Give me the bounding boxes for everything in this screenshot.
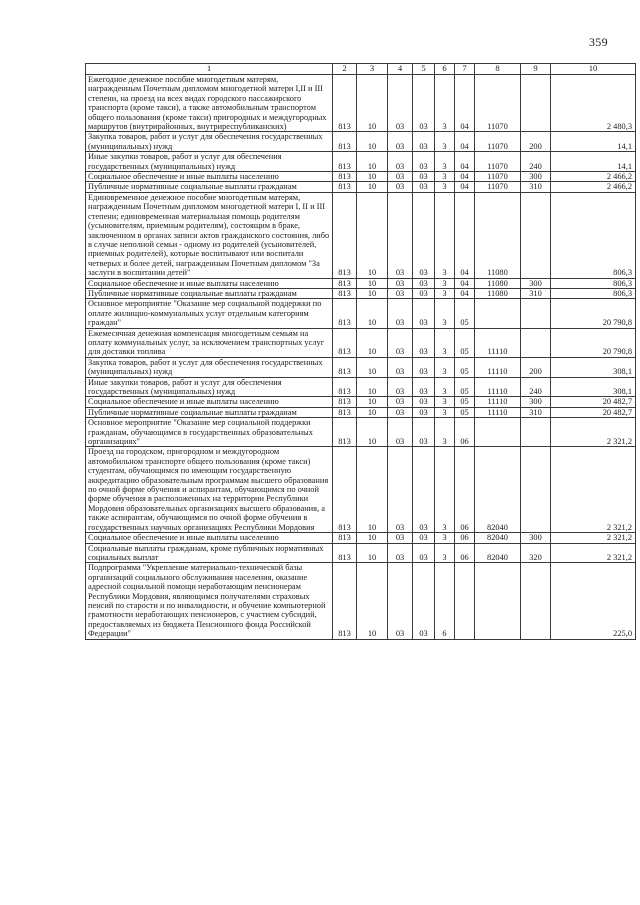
code-col-5-cell: 03 xyxy=(413,299,435,328)
row-name-cell: Социальное обеспечение и иные выплаты населению xyxy=(86,533,333,543)
code-col-6-cell: 3 xyxy=(435,407,455,417)
code-col-4-cell: 03 xyxy=(388,152,413,172)
code-col-6-cell: 3 xyxy=(435,182,455,192)
table-row xyxy=(86,543,636,563)
code-col-9-cell xyxy=(521,192,551,278)
code-col-5-cell: 03 xyxy=(413,278,435,288)
code-col-8-cell: 82040 xyxy=(475,543,521,563)
table-row xyxy=(86,182,636,192)
code-col-7-cell: 05 xyxy=(455,328,475,357)
code-col-6-cell: 3 xyxy=(435,192,455,278)
code-col-9-cell: 300 xyxy=(521,533,551,543)
code-col-2-cell: 813 xyxy=(333,192,357,278)
code-col-4-cell: 03 xyxy=(388,299,413,328)
row-name-cell: Ежегодное денежное пособие многодетным матерям, награжденным Почетным дипломом многодетной матери I,II и III степени, на проезд на всех видах городского пассажирского транспорта (кроме такси), а также автомобильным транспортом общего пользования (кроме такси) пригородных и междугородных маршрутов (внутрирайонных, внутриреспубликанских) xyxy=(86,75,333,132)
amount-cell: 806,3 xyxy=(551,192,636,278)
amount-cell: 806,3 xyxy=(551,288,636,298)
code-col-3-cell: 10 xyxy=(357,132,388,152)
code-col-3-cell: 10 xyxy=(357,75,388,132)
code-col-2-cell: 813 xyxy=(333,75,357,132)
code-col-4-cell: 03 xyxy=(388,533,413,543)
code-col-6-cell: 3 xyxy=(435,357,455,377)
code-col-9-cell xyxy=(521,418,551,447)
code-col-2-cell: 813 xyxy=(333,288,357,298)
table-row xyxy=(86,192,636,278)
header-col-8: 8 xyxy=(475,64,521,75)
code-col-4-cell: 03 xyxy=(388,182,413,192)
code-col-4-cell: 03 xyxy=(388,328,413,357)
code-col-5-cell: 03 xyxy=(413,328,435,357)
code-col-3-cell: 10 xyxy=(357,533,388,543)
code-col-2-cell: 813 xyxy=(333,132,357,152)
code-col-2-cell: 813 xyxy=(333,152,357,172)
code-col-8-cell: 11080 xyxy=(475,278,521,288)
code-col-3-cell: 10 xyxy=(357,418,388,447)
code-col-5-cell: 03 xyxy=(413,288,435,298)
table-row xyxy=(86,418,636,447)
code-col-6-cell: 3 xyxy=(435,172,455,182)
header-col-4: 4 xyxy=(388,64,413,75)
row-name-cell: Единовременное денежное пособие многодетным матерям, награжденным Почетным дипломом многодетной матери I, II и III степени; единовременная материальная помощь родителям (усыновителям, приемным родителям), состоящим в браке, заключенном в органах записи актов гражданского состояния, либо в случае неполной семьи - одному из родителей (усыновителей, приемных родителей), которые воспитывают или воспитали четверых и более детей, награжденным Почетным дипломом "За заслуги в воспитании детей" xyxy=(86,192,333,278)
budget-table xyxy=(85,63,636,640)
code-col-6-cell: 3 xyxy=(435,278,455,288)
code-col-8-cell: 11070 xyxy=(475,75,521,132)
code-col-8-cell: 11110 xyxy=(475,397,521,407)
table-row xyxy=(86,533,636,543)
code-col-9-cell: 300 xyxy=(521,278,551,288)
code-col-3-cell: 10 xyxy=(357,397,388,407)
code-col-5-cell: 03 xyxy=(413,132,435,152)
code-col-8-cell: 11070 xyxy=(475,132,521,152)
amount-cell: 14,1 xyxy=(551,132,636,152)
code-col-7-cell: 05 xyxy=(455,377,475,397)
code-col-8-cell: 11110 xyxy=(475,407,521,417)
code-col-4-cell: 03 xyxy=(388,447,413,533)
table-row xyxy=(86,172,636,182)
code-col-2-cell: 813 xyxy=(333,328,357,357)
code-col-4-cell: 03 xyxy=(388,172,413,182)
row-name-cell: Основное мероприятие "Оказание мер социальной поддержки по оплате жилищно-коммунальных услуг отдельным категориям граждан" xyxy=(86,299,333,328)
amount-cell: 2 321,2 xyxy=(551,533,636,543)
code-col-8-cell: 11110 xyxy=(475,357,521,377)
code-col-7-cell: 05 xyxy=(455,357,475,377)
code-col-8-cell: 11070 xyxy=(475,172,521,182)
code-col-4-cell: 03 xyxy=(388,357,413,377)
code-col-3-cell: 10 xyxy=(357,172,388,182)
row-name-cell: Закупка товаров, работ и услуг для обеспечения государственных (муниципальных) нужд xyxy=(86,357,333,377)
code-col-8-cell: 82040 xyxy=(475,447,521,533)
code-col-2-cell: 813 xyxy=(333,397,357,407)
code-col-4-cell: 03 xyxy=(388,397,413,407)
code-col-8-cell: 11080 xyxy=(475,288,521,298)
amount-cell: 2 321,2 xyxy=(551,543,636,563)
code-col-7-cell: 05 xyxy=(455,299,475,328)
code-col-2-cell: 813 xyxy=(333,418,357,447)
amount-cell: 20 482,7 xyxy=(551,407,636,417)
table-row xyxy=(86,288,636,298)
code-col-6-cell: 3 xyxy=(435,132,455,152)
code-col-3-cell: 10 xyxy=(357,152,388,172)
code-col-2-cell: 813 xyxy=(333,563,357,639)
code-col-5-cell: 03 xyxy=(413,357,435,377)
table-row xyxy=(86,328,636,357)
amount-cell: 806,3 xyxy=(551,278,636,288)
code-col-7-cell: 04 xyxy=(455,132,475,152)
code-col-8-cell: 11080 xyxy=(475,192,521,278)
code-col-7-cell: 04 xyxy=(455,192,475,278)
code-col-3-cell: 10 xyxy=(357,407,388,417)
amount-cell: 308,1 xyxy=(551,357,636,377)
code-col-4-cell: 03 xyxy=(388,407,413,417)
header-col-1: 1 xyxy=(86,64,333,75)
amount-cell: 20 482,7 xyxy=(551,397,636,407)
amount-cell: 308,1 xyxy=(551,377,636,397)
code-col-9-cell: 300 xyxy=(521,397,551,407)
code-col-3-cell: 10 xyxy=(357,543,388,563)
amount-cell: 20 790,8 xyxy=(551,299,636,328)
row-name-cell: Публичные нормативные социальные выплаты гражданам xyxy=(86,288,333,298)
code-col-3-cell: 10 xyxy=(357,182,388,192)
table-row xyxy=(86,407,636,417)
code-col-7-cell: 06 xyxy=(455,447,475,533)
code-col-9-cell: 300 xyxy=(521,172,551,182)
code-col-4-cell: 03 xyxy=(388,563,413,639)
code-col-3-cell: 10 xyxy=(357,278,388,288)
code-col-9-cell: 310 xyxy=(521,182,551,192)
row-name-cell: Публичные нормативные социальные выплаты гражданам xyxy=(86,182,333,192)
table-row xyxy=(86,563,636,639)
code-col-4-cell: 03 xyxy=(388,377,413,397)
page-number: 359 xyxy=(589,35,608,49)
code-col-4-cell: 03 xyxy=(388,543,413,563)
code-col-9-cell xyxy=(521,563,551,639)
code-col-6-cell: 3 xyxy=(435,397,455,407)
code-col-6-cell: 3 xyxy=(435,328,455,357)
code-col-6-cell: 6 xyxy=(435,563,455,639)
code-col-9-cell xyxy=(521,299,551,328)
code-col-5-cell: 03 xyxy=(413,418,435,447)
code-col-7-cell xyxy=(455,563,475,639)
code-col-7-cell: 04 xyxy=(455,152,475,172)
code-col-2-cell: 813 xyxy=(333,299,357,328)
code-col-5-cell: 03 xyxy=(413,397,435,407)
code-col-9-cell: 200 xyxy=(521,132,551,152)
code-col-3-cell: 10 xyxy=(357,288,388,298)
header-col-10: 10 xyxy=(551,64,636,75)
code-col-3-cell: 10 xyxy=(357,357,388,377)
amount-cell: 2 480,3 xyxy=(551,75,636,132)
code-col-2-cell: 813 xyxy=(333,357,357,377)
code-col-3-cell: 10 xyxy=(357,328,388,357)
code-col-5-cell: 03 xyxy=(413,447,435,533)
code-col-4-cell: 03 xyxy=(388,278,413,288)
table-row xyxy=(86,397,636,407)
header-col-7: 7 xyxy=(455,64,475,75)
code-col-3-cell: 10 xyxy=(357,563,388,639)
amount-cell: 20 790,8 xyxy=(551,328,636,357)
code-col-5-cell: 03 xyxy=(413,152,435,172)
code-col-9-cell: 320 xyxy=(521,543,551,563)
code-col-2-cell: 813 xyxy=(333,182,357,192)
table-row xyxy=(86,132,636,152)
code-col-8-cell xyxy=(475,563,521,639)
code-col-7-cell: 04 xyxy=(455,172,475,182)
row-name-cell: Иные закупки товаров, работ и услуг для обеспечения государственных (муниципальных) нужд xyxy=(86,377,333,397)
code-col-4-cell: 03 xyxy=(388,75,413,132)
code-col-3-cell: 10 xyxy=(357,447,388,533)
code-col-9-cell xyxy=(521,328,551,357)
row-name-cell: Закупка товаров, работ и услуг для обеспечения государственных (муниципальных) нужд xyxy=(86,132,333,152)
table-row xyxy=(86,447,636,533)
code-col-7-cell: 05 xyxy=(455,397,475,407)
code-col-4-cell: 03 xyxy=(388,192,413,278)
code-col-3-cell: 10 xyxy=(357,299,388,328)
row-name-cell: Социальное обеспечение и иные выплаты населению xyxy=(86,397,333,407)
code-col-6-cell: 3 xyxy=(435,543,455,563)
code-col-6-cell: 3 xyxy=(435,533,455,543)
code-col-6-cell: 3 xyxy=(435,377,455,397)
table-row xyxy=(86,75,636,132)
code-col-8-cell xyxy=(475,418,521,447)
code-col-6-cell: 3 xyxy=(435,418,455,447)
code-col-3-cell: 10 xyxy=(357,377,388,397)
row-name-cell: Социальные выплаты гражданам, кроме публичных нормативных социальных выплат xyxy=(86,543,333,563)
code-col-2-cell: 813 xyxy=(333,377,357,397)
table-row xyxy=(86,377,636,397)
table-row xyxy=(86,299,636,328)
code-col-6-cell: 3 xyxy=(435,447,455,533)
row-name-cell: Основное мероприятие "Оказание мер социальной поддержки гражданам, обучающимся в государственных образовательных организациях" xyxy=(86,418,333,447)
code-col-5-cell: 03 xyxy=(413,182,435,192)
header-col-5: 5 xyxy=(413,64,435,75)
code-col-7-cell: 04 xyxy=(455,182,475,192)
header-col-9: 9 xyxy=(521,64,551,75)
amount-cell: 2 321,2 xyxy=(551,418,636,447)
code-col-6-cell: 3 xyxy=(435,152,455,172)
code-col-9-cell: 310 xyxy=(521,407,551,417)
code-col-6-cell: 3 xyxy=(435,75,455,132)
table-row xyxy=(86,152,636,172)
header-col-3: 3 xyxy=(357,64,388,75)
code-col-5-cell: 03 xyxy=(413,75,435,132)
code-col-7-cell: 05 xyxy=(455,407,475,417)
code-col-5-cell: 03 xyxy=(413,377,435,397)
code-col-4-cell: 03 xyxy=(388,132,413,152)
code-col-5-cell: 03 xyxy=(413,407,435,417)
code-col-8-cell: 11110 xyxy=(475,377,521,397)
code-col-7-cell: 04 xyxy=(455,288,475,298)
code-col-9-cell xyxy=(521,75,551,132)
code-col-7-cell: 06 xyxy=(455,533,475,543)
code-col-3-cell: 10 xyxy=(357,192,388,278)
code-col-2-cell: 813 xyxy=(333,543,357,563)
table-row xyxy=(86,278,636,288)
header-col-6: 6 xyxy=(435,64,455,75)
code-col-5-cell: 03 xyxy=(413,563,435,639)
row-name-cell: Подпрограмма "Укрепление материально-технической базы организаций социального обслуживания населения, оказание адресной социальной помощи неработающим пенсионерам Республики Мордовия, являющимся получателями страховых пенсий по старости и по инвалидности, и обучение компьютерной грамотности неработающих пенсионеров, с участием субсидий, предоставляемых из бюджета Пенсионного фонда Российской Федерации" xyxy=(86,563,333,639)
code-col-5-cell: 03 xyxy=(413,192,435,278)
code-col-8-cell: 82040 xyxy=(475,533,521,543)
code-col-7-cell: 04 xyxy=(455,75,475,132)
code-col-9-cell: 240 xyxy=(521,377,551,397)
amount-cell: 2 466,2 xyxy=(551,172,636,182)
code-col-2-cell: 813 xyxy=(333,278,357,288)
code-col-9-cell: 310 xyxy=(521,288,551,298)
code-col-7-cell: 06 xyxy=(455,418,475,447)
code-col-4-cell: 03 xyxy=(388,418,413,447)
row-name-cell: Социальное обеспечение и иные выплаты населению xyxy=(86,172,333,182)
code-col-5-cell: 03 xyxy=(413,172,435,182)
code-col-2-cell: 813 xyxy=(333,447,357,533)
code-col-8-cell: 11070 xyxy=(475,182,521,192)
code-col-9-cell: 240 xyxy=(521,152,551,172)
code-col-8-cell: 11070 xyxy=(475,152,521,172)
code-col-7-cell: 06 xyxy=(455,543,475,563)
amount-cell: 2 466,2 xyxy=(551,182,636,192)
table-header-row xyxy=(86,64,636,75)
row-name-cell: Социальное обеспечение и иные выплаты населению xyxy=(86,278,333,288)
code-col-8-cell xyxy=(475,299,521,328)
code-col-4-cell: 03 xyxy=(388,288,413,298)
code-col-2-cell: 813 xyxy=(333,172,357,182)
row-name-cell: Ежемесячная денежная компенсация многодетным семьям на оплату коммунальных услуг, за исключением транспортных услуг для доставки топлива xyxy=(86,328,333,357)
code-col-6-cell: 3 xyxy=(435,299,455,328)
code-col-6-cell: 3 xyxy=(435,288,455,298)
table-row xyxy=(86,357,636,377)
code-col-2-cell: 813 xyxy=(333,407,357,417)
row-name-cell: Проезд на городском, пригородном и междугородном автомобильном транспорте общего пользования (кроме такси) студентам, обучающимся по имеющим государственную аккредитацию образовательным программам высшего образования по очной форме обучения и аспирантам, обучающимся по очной форме обучения в расположенных на территории Республики Мордовия образовательных организациях высшего образования, а также аспирантам, обучающимся по очной форме обучения в государственных научных организациях Республики Мордовия xyxy=(86,447,333,533)
amount-cell: 14,1 xyxy=(551,152,636,172)
row-name-cell: Публичные нормативные социальные выплаты гражданам xyxy=(86,407,333,417)
header-col-2: 2 xyxy=(333,64,357,75)
code-col-9-cell xyxy=(521,447,551,533)
code-col-2-cell: 813 xyxy=(333,533,357,543)
code-col-5-cell: 03 xyxy=(413,533,435,543)
code-col-5-cell: 03 xyxy=(413,543,435,563)
amount-cell: 225,0 xyxy=(551,563,636,639)
amount-cell: 2 321,2 xyxy=(551,447,636,533)
code-col-8-cell: 11110 xyxy=(475,328,521,357)
code-col-7-cell: 04 xyxy=(455,278,475,288)
row-name-cell: Иные закупки товаров, работ и услуг для обеспечения государственных (муниципальных) нужд xyxy=(86,152,333,172)
code-col-9-cell: 200 xyxy=(521,357,551,377)
